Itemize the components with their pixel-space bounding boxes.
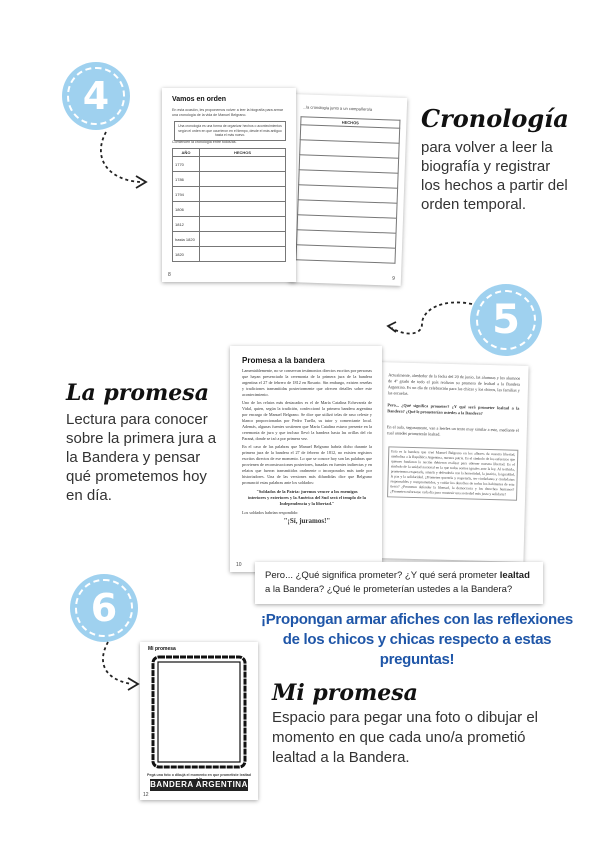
section-6-badge: [70, 574, 138, 642]
page-number: 9: [392, 275, 396, 282]
table-header-year: AÑO: [173, 149, 200, 157]
cronologia-table: [172, 148, 286, 262]
section-4-description: para volver a leer la biografía y registrar los hechos a partir del orden temporal.: [421, 139, 568, 213]
section-4-badge: [62, 62, 130, 130]
table-row: 1820: [173, 247, 286, 262]
section-4-number: 4: [67, 67, 124, 124]
dotted-arrow-icon: [88, 128, 168, 198]
question-text-bold: lealtad: [499, 570, 530, 581]
table-row: 1770: [173, 157, 286, 172]
page-number: 8: [168, 272, 171, 278]
table-row: 1794: [173, 187, 286, 202]
section-6-number: 6: [75, 579, 132, 636]
sheet-title: Promesa a la bandera: [242, 356, 325, 365]
soldiers-response: "¡Sí, juramos!": [283, 517, 331, 525]
sheet-back-text-bottom: En el aula, seguramente, van a leerles un texto muy similar a este, mediante el cual ustedes prometerán lealtad.: [386, 424, 519, 437]
section-5-title: La promesa: [66, 380, 209, 406]
response-intro: Los soldados habrían respondido:: [242, 510, 299, 515]
table-header-event: HECHOS: [301, 117, 400, 128]
sheet-back-table: [296, 116, 401, 263]
paragraph: Lamentablemente, no se conservan testimonios directos escritos por personas que hayan presenciado la ceremonia de la primera jura de la bandera argentina el 27 de febrero de 1812 en Rosario. Sin embargo, existen reseñas y tradiciones transmitidas posteriormente que ofrecen detalles sobre este acontecimiento.: [242, 368, 372, 397]
page-number: 12: [143, 792, 149, 798]
bandera-banner: BANDERA ARGENTINA: [150, 780, 248, 789]
table-header-event: HECHOS: [200, 149, 286, 157]
section-5-number: 5: [476, 290, 536, 350]
cronologia-sheet: [162, 88, 296, 282]
mi-promesa-sheet: [140, 642, 258, 800]
page-number: 10: [236, 562, 242, 568]
section-6-title: Mi promesa: [272, 680, 418, 706]
sheet-back-text-mid: Pero... ¿Qué significa prometer? ¿Y qué será prometer lealtad a la Bandera? ¿Qué le prometerían ustedes a la Bandera?: [387, 402, 520, 416]
pledge-box: Esta es la bandera que creó Manuel Belgrano en los albores de nuestra libertad, simboliza a la República Argentina, nuestra patria. Es el símbolo de los esfuerzos que quienes fundaron la nación debieron realizar para obtener nuestra libertad. Es el símbolo de la unidad nacional en la que todos somos iguales ante la ley. Al recibirla, prometemos respetarla, amarla y defenderla con la honestidad, la justicia, la igualdad, la paz y la solidaridad. ¿Prometen quererla y respetarla, ser ciudadanos y ciudadanas responsables y comprometidos, y cuidar los derechos de todos los habitantes de esta tierra? ¿Prometen defender la libertad, la democracia y los derechos humanos? ¿Prometen esforzarse cada día para construir una sociedad más justa y solidaria?: [387, 446, 518, 500]
frame-caption: Pegá una foto o dibujá el momento en que prometiste lealtad: [146, 773, 252, 777]
sheet-title: Vamos en orden: [172, 96, 227, 103]
table-row: 1812: [173, 217, 286, 232]
section-6-description: Espacio para pegar una foto o dibujar el momento en que cada uno/a prometió lealtad a la Bandera.: [272, 709, 539, 766]
paragraph: Uno de los relatos más destacados es el de María Catalina Echevarría de Vidal, quien, según la tradición, confeccionó la primera bandera argentina por encargo de Manuel Belgrano. Se dice que utilizó telas de raso celeste y blanco proporcionadas por Pedro Tuella, su tutor y comerciante local. Además, algunas fuentes sostienen que María Catalina estuvo presente en la ceremonia de jura y que incluso llevó la bandera hasta las orillas del río Paraná, donde se izó a por primera vez.: [242, 400, 372, 441]
sheet-title: Mi promesa: [148, 646, 176, 652]
question-box: [255, 562, 543, 604]
section-4-title: Cronología: [421, 104, 569, 133]
sheet-back-header: ...la cronología junto a un compañero/a: [302, 104, 373, 112]
section-5-description: Lectura para conocer sobre la primera jura a la Bandera y pensar qué prometemos hoy en día.: [66, 411, 217, 504]
question-text-before: Pero... ¿Qué significa prometer? ¿Y qué será prometer: [265, 570, 500, 581]
photo-frame-icon: [150, 654, 248, 770]
sheet-instruction: Comiencen la cronología entre todos/as.: [172, 140, 237, 144]
cronologia-sheet-back: [289, 94, 407, 286]
promesa-sheet: [230, 346, 382, 572]
sheet-boxed-note: Una cronología es una forma de organizar hechos o acontecimientos según el orden en que ocurrieron en el tiempo, desde el más antiguo hasta el más nuevo.: [174, 121, 286, 141]
table-row: 1786: [173, 172, 286, 187]
table-row: 1806: [173, 202, 286, 217]
question-text-after: a la Bandera? ¿Qué le prometerían ustedes a la Bandera?: [265, 584, 513, 595]
dotted-arrow-icon: [382, 296, 478, 346]
paragraph: En el caso de las palabras que Manuel Belgrano habría dicho durante la primera jura de la bandera el 27 de febrero de 1812, no existen registros escritos directos de ese momento. Lo que se conoce hoy son las palabras que provienen de reconstrucciones posteriores, basadas en fuentes indirectas y en relatos que fueron transmitidos oralmente o incorporados más tarde por historiadores. Una de las versiones más difundidas dice que Belgrano pronunció estas palabras ante los soldados:: [242, 444, 372, 485]
belgrano-quote: "Soldados de la Patria: juremos vencer a los enemigos interiores y exteriores y la América del Sud será el templo de la Independencia y la libertad.": [248, 489, 366, 506]
sheet-intro: En esta ocasión, les proponemos volver a leer la biografía para armar una cronología de la vida de Manuel Belgrano.: [172, 108, 284, 117]
table-row: hasta 1820: [173, 232, 286, 247]
promesa-sheet-back: [375, 362, 528, 562]
sheet-back-text-top: Actualmente, alrededor de la fecha del 20 de junio, las alumnas y los alumnos de 4º grado de todo el país realizan su promesa de lealtad a la Bandera Argentina. Es un día de celebración para las chicas y los chicos, las familias y las escuelas.: [387, 372, 521, 396]
callout-text: ¡Propongan armar afiches con las reflexiones de los chicos y chicas respecto a estas preguntas!: [261, 611, 573, 668]
section-5-badge: [470, 284, 542, 356]
